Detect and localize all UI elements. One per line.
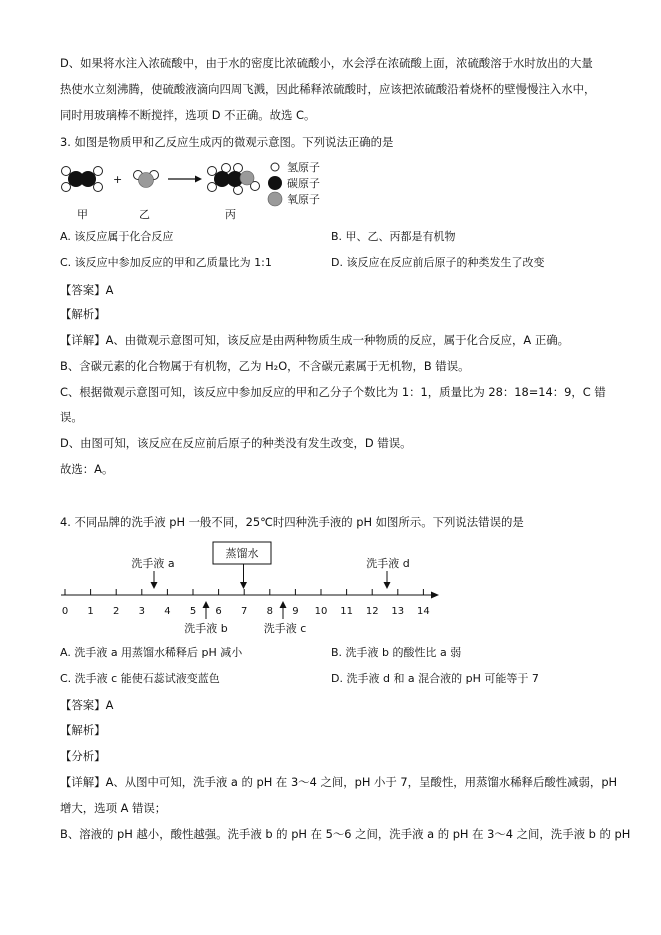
ph-tick-label: 7: [241, 606, 248, 617]
q3-stem: 3. 如图是物质甲和乙反应生成丙的微观示意图。下列说法正确的是: [60, 135, 394, 149]
ph-tick-label: 8: [266, 606, 273, 617]
molecule-jia: [62, 167, 103, 192]
q4-option-c: C. 洗手液 c 能使石蕊试液变蓝色: [60, 672, 220, 685]
arrow-b: [203, 601, 210, 619]
legend-carbon: 碳原子: [287, 177, 320, 190]
ph-tick-label: 6: [215, 606, 222, 617]
label-d: 洗手液 d: [366, 557, 410, 570]
label-yi: 乙: [139, 208, 150, 221]
ph-tick-label: 1: [87, 606, 94, 617]
q3-detail-a: A、由微观示意图可知，该反应是由两种物质生成一种物质的反应，属于化合反应，A 正确。: [105, 333, 570, 347]
answer-tag: 【答案】: [60, 283, 106, 297]
q4-detail-b-line-1: B、溶液的 pH 越小，酸性越强。洗手液 b 的 pH 在 5～6 之间，洗手液 a 的 pH 在 3～4 之间，洗手液 b 的 pH: [60, 827, 631, 841]
q4-detail-a-line-2: 增大，选项 A 错误；: [60, 801, 167, 815]
ph-tick-label: 10: [314, 606, 328, 617]
ph-tick-label: 9: [292, 606, 299, 617]
ph-tick-label: 0: [61, 606, 69, 617]
q2-text-line-2: 热使水立刻沸腾，使硫酸液滴向四周飞溅，因此稀释浓硫酸时，应该把浓硫酸沿着烧杯的壁慢慢注入水中，: [60, 82, 596, 96]
q3-analysis-tag: 【解析】: [60, 307, 106, 321]
label-bing: 丙: [225, 208, 236, 221]
q3-answer-line: [60, 282, 113, 298]
q3-detail-b: B、含碳元素的化合物属于有机物，乙为 H₂O，不含碳元素属于无机物，B 错误。: [60, 359, 470, 373]
detail-tag: 【详解】: [60, 333, 106, 347]
arrow-c: [280, 601, 287, 619]
water-arrow: [240, 564, 247, 589]
ph-tick-label: 4: [164, 606, 171, 617]
arrow-a: [151, 571, 158, 589]
q4-fenxi-tag: 【分析】: [60, 749, 106, 763]
ph-tick-label: 12: [365, 606, 379, 617]
q2-text-line-1: D、如果将水注入浓硫酸中，由于水的密度比浓硫酸小，水会浮在浓硫酸上面，浓硫酸溶于水时放出的大量: [60, 56, 593, 70]
ph-tick-label: 13: [391, 606, 405, 617]
legend-hydrogen: 氢原子: [287, 161, 320, 174]
q4-answer-line: [60, 697, 113, 713]
ph-tick-label: 5: [189, 606, 197, 617]
q4-detail-a: A、从图中可知，洗手液 a 的 pH 在 3～4 之间，pH 小于 7，呈酸性，用蒸馏水稀释后酸性减弱，pH: [105, 775, 618, 789]
arrow-d: [384, 571, 391, 589]
q3-detail-c-line-2: 误。: [60, 410, 83, 424]
q3-molecule-diagram: [55, 158, 355, 224]
q4-option-a: A. 洗手液 a 用蒸馏水稀释后 pH 减小: [60, 646, 243, 659]
q4-option-d: D. 洗手液 d 和 a 混合液的 pH 可能等于 7: [331, 672, 539, 685]
atom-legend: [268, 160, 320, 206]
q4-detail-a-line-1: [60, 774, 617, 790]
q4-answer: A: [105, 698, 114, 712]
label-c: 洗手液 c: [263, 622, 307, 635]
ph-tick-label: 14: [417, 606, 430, 617]
ph-tick-label: 2: [113, 606, 120, 617]
q3-detail-d: D、由图可知，该反应在反应前后原子的种类没有发生改变，D 错误。: [60, 436, 412, 450]
q3-detail-a-line: [60, 332, 569, 348]
ph-axis-arrow: [431, 592, 439, 599]
ph-ticks: [62, 589, 430, 617]
q4-option-b: B. 洗手液 b 的酸性比 a 弱: [331, 646, 462, 659]
q4-analysis-tag: 【解析】: [60, 723, 106, 737]
q4-ph-scale-diagram: [55, 536, 445, 638]
q3-option-b: B. 甲、乙、丙都是有机物: [331, 230, 456, 243]
q3-answer: A: [105, 283, 114, 297]
label-b: 洗手液 b: [184, 622, 228, 635]
q3-option-c: C. 该反应中参加反应的甲和乙质量比为 1:1: [60, 256, 272, 269]
detail-tag: 【详解】: [60, 775, 106, 789]
label-a: 洗手液 a: [131, 557, 175, 570]
q3-option-a: A. 该反应属于化合反应: [60, 230, 174, 243]
q3-conclusion: 故选：A。: [60, 462, 114, 476]
q4-stem: 4. 不同品牌的洗手液 pH 一般不同，25℃时四种洗手液的 pH 如图所示。下列说法错误的是: [60, 515, 524, 529]
reaction-arrow: [168, 176, 202, 183]
legend-oxygen: 氧原子: [287, 193, 320, 206]
plus-sign: +: [113, 173, 123, 186]
water-label: 蒸馏水: [225, 547, 259, 560]
molecule-yi: [134, 171, 159, 188]
q3-detail-c-line-1: C、根据微观示意图可知，该反应中参加反应的甲和乙分子个数比为 1：1，质量比为 28：18=14：9，C 错: [60, 385, 606, 399]
molecule-bing: [208, 164, 260, 195]
answer-tag: 【答案】: [60, 698, 106, 712]
q3-option-d: D. 该反应在反应前后原子的种类发生了改变: [331, 256, 545, 269]
ph-tick-label: 11: [340, 606, 353, 617]
ph-tick-label: 3: [138, 606, 145, 617]
label-jia: 甲: [77, 208, 88, 221]
q2-text-line-3: 同时用玻璃棒不断搅拌，选项 D 不正确。故选 C。: [60, 108, 316, 122]
